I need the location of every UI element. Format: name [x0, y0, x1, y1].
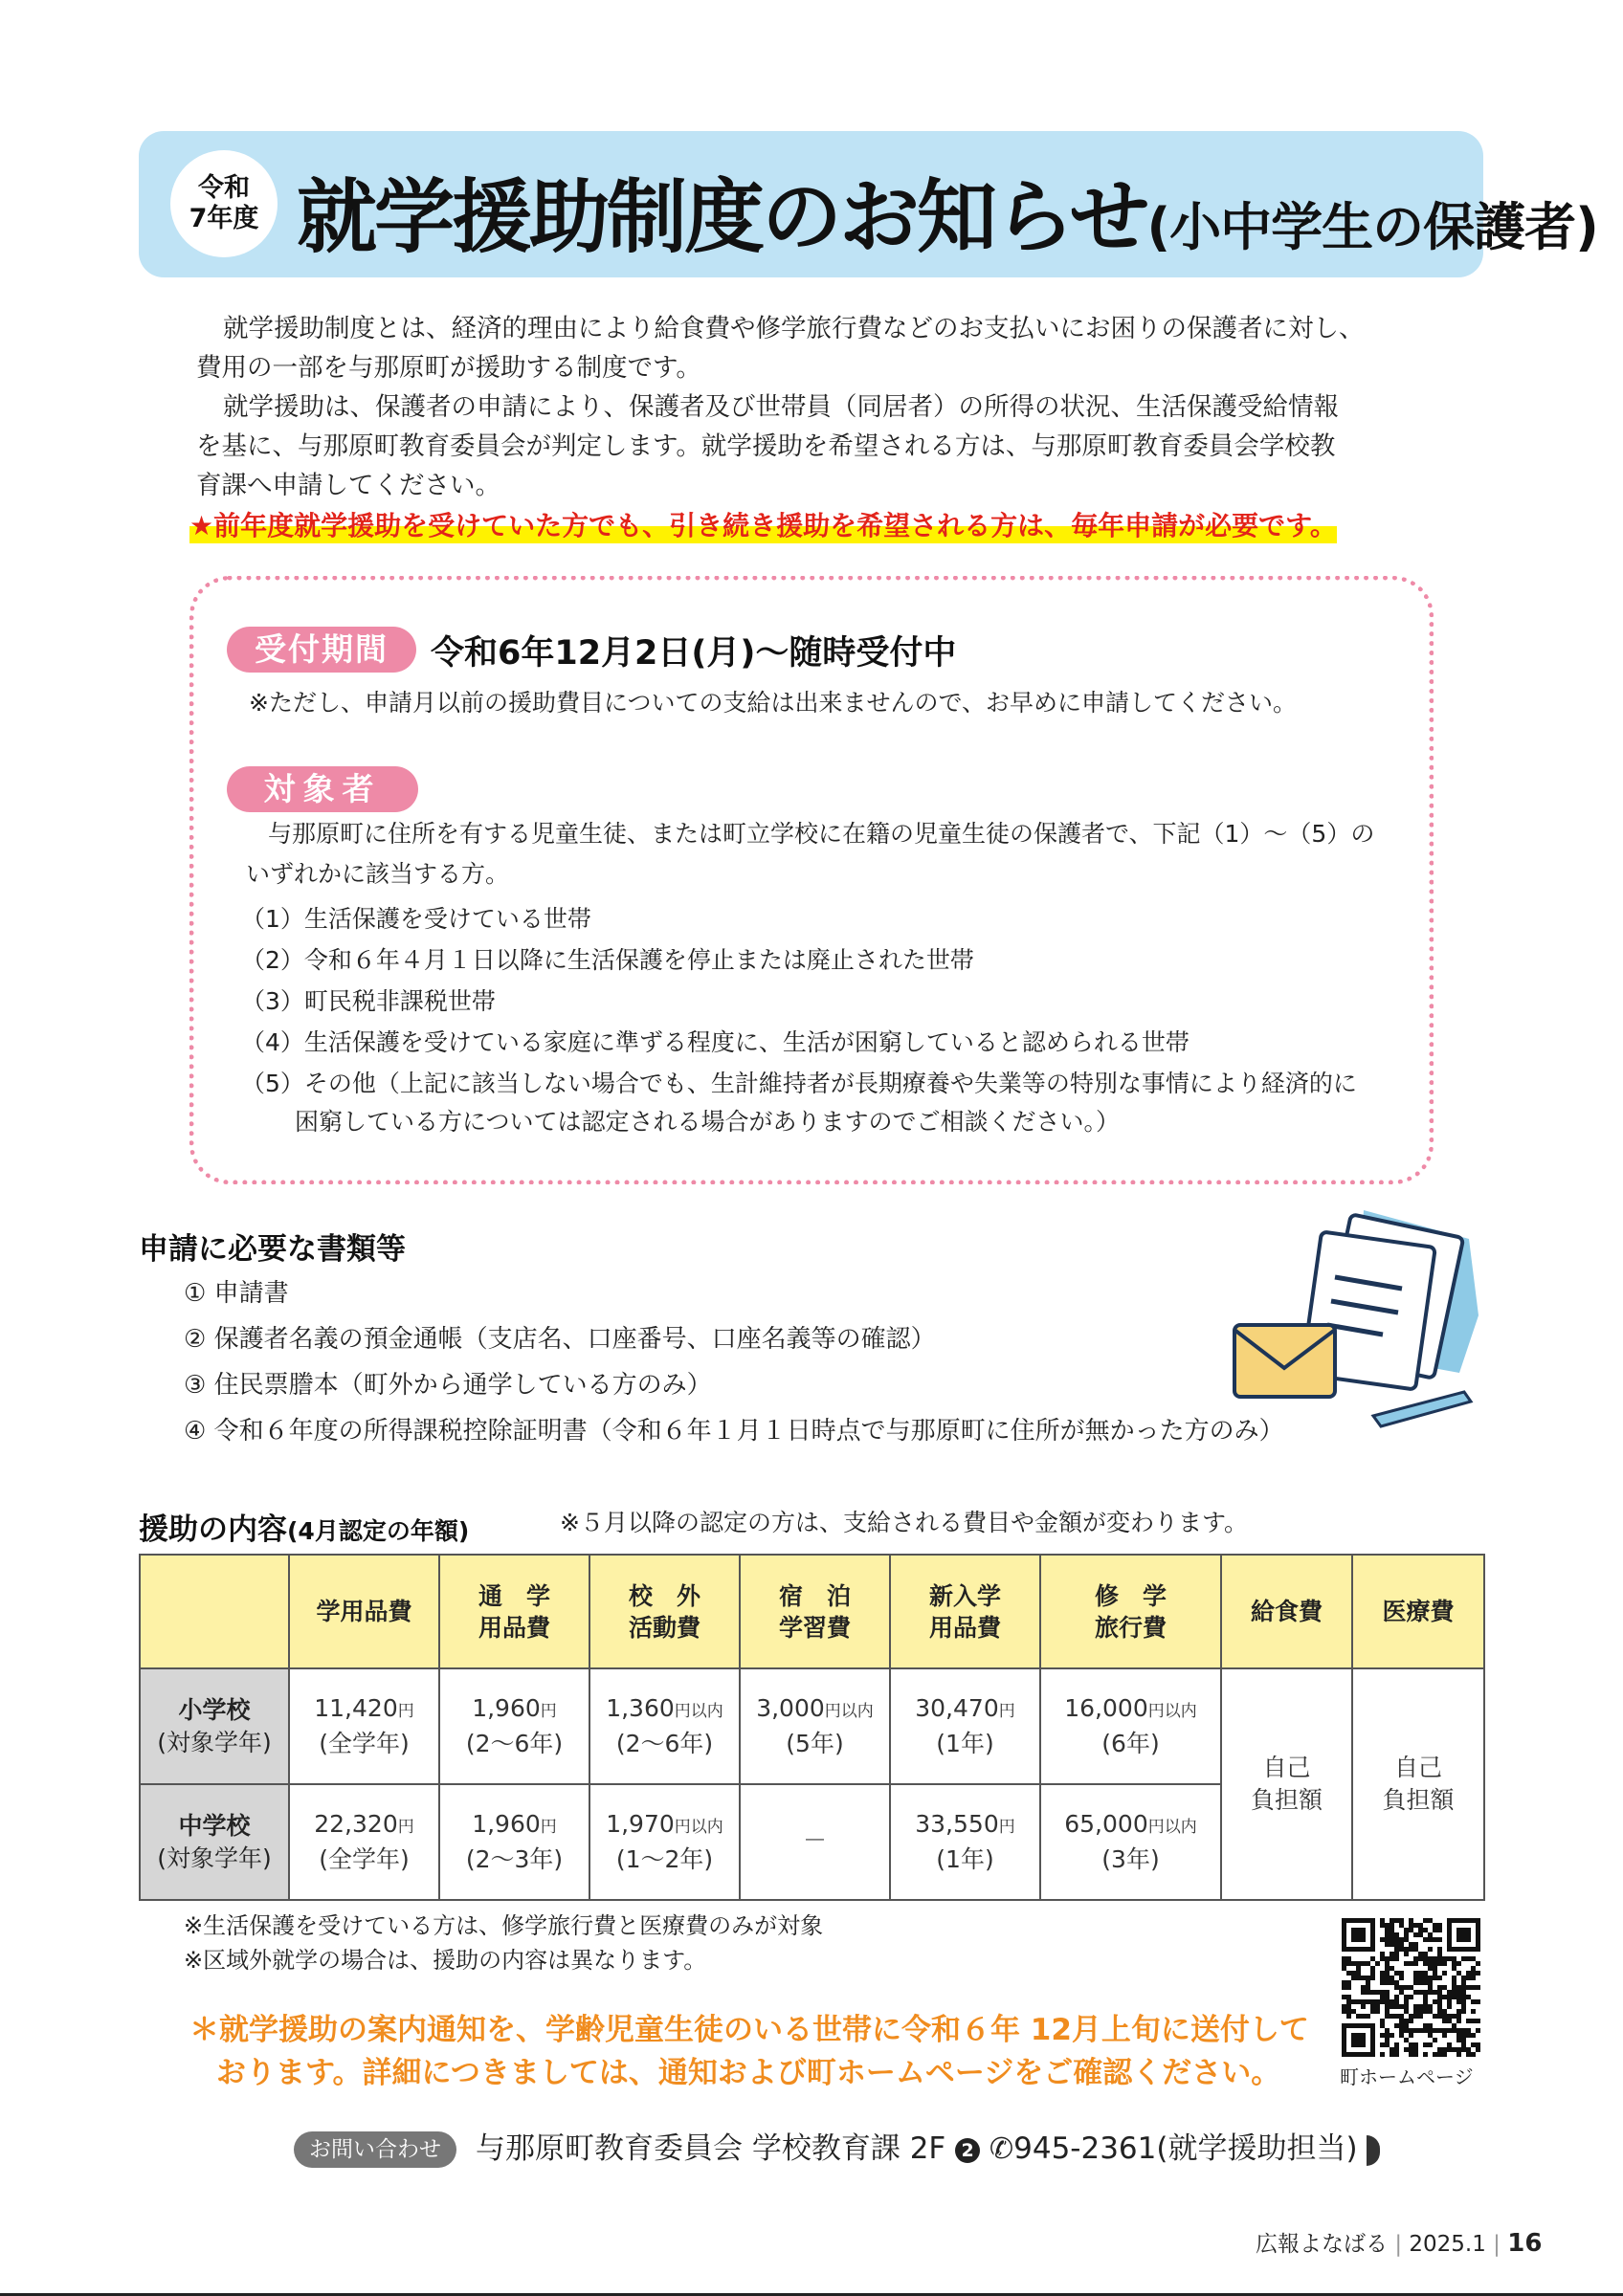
notice-text [189, 2009, 1309, 2095]
eligible-desc-line1: 与那原町に住所を有する児童生徒、または町立学校に在籍の児童生徒の保護者で、下記（1）～（5）の [268, 820, 1375, 848]
notice-line1: ＊就学援助の案内通知を、学齢児童生徒のいる世帯に令和６年 12月上旬に送付して [189, 2013, 1309, 2047]
table-cell: 3,000円以内 (5年) [740, 1668, 890, 1784]
footnote: ※区域外就学の場合は、援助の内容は異なります。 [184, 1947, 707, 1974]
page-title [297, 153, 1598, 269]
eligible-item: （5）その他（上記に該当しない場合でも、生計維持者が長期療養や失業等の特別な事情により経済的に [241, 1070, 1357, 1097]
intro-p2-line1: 就学援助は、保護者の申請により、保護者及び世帯員（同居者）の所得の状況、生活保護受給情報 [223, 392, 1339, 422]
table-cell: 30,470円 (1年) [890, 1668, 1040, 1784]
intro-p2-line2: を基に、与那原町教育委員会が判定します。就学援助を希望される方は、与那原町教育委員会学校教 [196, 431, 1336, 461]
document-item: ④ 令和６年度の所得課税控除証明書（令和６年１月１日時点で与那原町に住所が無かった方のみ） [184, 1417, 1284, 1446]
aid-heading [139, 1505, 469, 1548]
intro-p1-line1: 就学援助制度とは、経済的理由により給食費や修学旅行費などのお支払いにお困りの保護者に対し、 [223, 314, 1365, 343]
intro-p1-line2: 費用の一部を与那原町が援助する制度です。 [196, 353, 701, 383]
badge-line2: 7年度 [189, 204, 259, 233]
eligible-item: （3）町民税非課税世帯 [241, 987, 496, 1015]
publication-name: 広報よなばる [1256, 2232, 1388, 2257]
eligible-list [241, 904, 1357, 1137]
end-marker [1367, 2135, 1380, 2166]
contact-org: 与那原町教育委員会 学校教育課 2F [476, 2131, 946, 2166]
row-header: 小学校 (対象学年) [140, 1668, 289, 1784]
documents-list [184, 1278, 1284, 1462]
phone-icon: ✆ [989, 2132, 1014, 2166]
medical-self-pay-cell: 自己 負担額 [1352, 1668, 1484, 1900]
page-footer: 広報よなばる | 2025.1 | 16 [1256, 2229, 1543, 2258]
table-cell: 11,420円 (全学年) [289, 1668, 439, 1784]
table-cell: 22,320円 (全学年) [289, 1784, 439, 1900]
eligible-item-cont: 困窮している方については認定される場合がありますのでご相談ください。） [295, 1108, 1121, 1136]
aid-heading-main: 援助の内容 [139, 1512, 287, 1547]
aid-footnotes [184, 1909, 823, 1977]
notice-line2: おります。詳細につきましては、通知および町ホームページをご確認ください。 [216, 2056, 1281, 2090]
period-value: 令和6年12月2日(月)～随時受付中 [431, 634, 957, 673]
column-header: 校 外 活動費 [589, 1555, 740, 1668]
table-cell: 33,550円 (1年) [890, 1784, 1040, 1900]
badge-line1: 令和 [198, 173, 250, 203]
eligible-item: （2）令和６年４月１日以降に生活保護を停止または廃止された世帯 [241, 946, 974, 974]
document-item: ① 申請書 [184, 1279, 289, 1308]
lunch-self-pay-cell: 自己 負担額 [1221, 1668, 1352, 1900]
row-header: 中学校 (対象学年) [140, 1784, 289, 1900]
column-header: 修 学 旅行費 [1040, 1555, 1221, 1668]
table-row [140, 1668, 1484, 1784]
fiscal-year-badge [170, 150, 278, 257]
aid-note: ※５月以降の認定の方は、支給される費目や金額が変わります。 [560, 1509, 1248, 1536]
title-main: 就学援助制度のお知らせ [297, 170, 1147, 264]
floor-number-icon: 2 [955, 2138, 980, 2163]
period-label: 受付期間 [227, 627, 416, 673]
document-item: ③ 住民票謄本（町外から通学している方のみ） [184, 1371, 712, 1400]
period-note: ※ただし、申請月以前の援助費目についての支給は出来ませんので、お早めに申請してください。 [249, 689, 1297, 717]
contact-phone[interactable]: 945-2361(就学援助担当) [1013, 2131, 1358, 2166]
column-header: 通 学 用品費 [439, 1555, 589, 1668]
corner-cell [140, 1555, 289, 1668]
table-cell: 65,000円以内 (3年) [1040, 1784, 1221, 1900]
documents-heading: 申請に必要な書類等 [139, 1232, 406, 1267]
table-cell: 1,960円 (2～6年) [439, 1668, 589, 1784]
table-cell: － [740, 1784, 890, 1900]
table-cell: 1,960円 (2～3年) [439, 1784, 589, 1900]
column-header: 学用品費 [289, 1555, 439, 1668]
qr-caption: 町ホームページ [1340, 2065, 1474, 2088]
aid-table [139, 1554, 1485, 1901]
eligible-item: （1）生活保護を受けている世帯 [241, 905, 591, 933]
footnote: ※生活保護を受けている方は、修学旅行費と医療費のみが対象 [184, 1912, 824, 1939]
eligible-item: （4）生活保護を受けている家庭に準ずる程度に、生活が困窮していると認められる世帯 [241, 1028, 1189, 1056]
issue-date: 2025.1 [1409, 2232, 1486, 2257]
title-sub: (小中学生の保護者) [1146, 197, 1598, 257]
qr-code-icon[interactable] [1342, 1918, 1480, 2057]
contact-label: お問い合わせ [294, 2131, 456, 2168]
column-header: 給食費 [1221, 1555, 1352, 1668]
intro-p2-line3: 育課へ申請してください。 [196, 471, 500, 500]
documents-illustration-icon [1220, 1201, 1498, 1435]
table-header-row [140, 1555, 1484, 1668]
column-header: 医療費 [1352, 1555, 1484, 1668]
table-cell: 1,360円以内 (2～6年) [589, 1668, 740, 1784]
column-header: 宿 泊 学習費 [740, 1555, 890, 1668]
annual-application-warning: ★前年度就学援助を受けていた方でも、引き続き援助を希望される方は、毎年申請が必要です。 [189, 505, 1337, 543]
document-item: ② 保護者名義の預金通帳（支店名、口座番号、口座名義等の確認） [184, 1325, 936, 1354]
table-cell: 1,970円以内 (1～2年) [589, 1784, 740, 1900]
table-cell: 16,000円以内 (6年) [1040, 1668, 1221, 1784]
eligible-label: 対象者 [227, 766, 418, 812]
column-header: 新入学 用品費 [890, 1555, 1040, 1668]
aid-heading-sub: (4月認定の年額) [287, 1517, 470, 1545]
intro-paragraph [196, 309, 1440, 505]
eligible-desc-line2: いずれかに該当する方。 [246, 860, 510, 888]
contact-info [476, 2124, 1380, 2167]
page-number: 16 [1507, 2229, 1543, 2258]
